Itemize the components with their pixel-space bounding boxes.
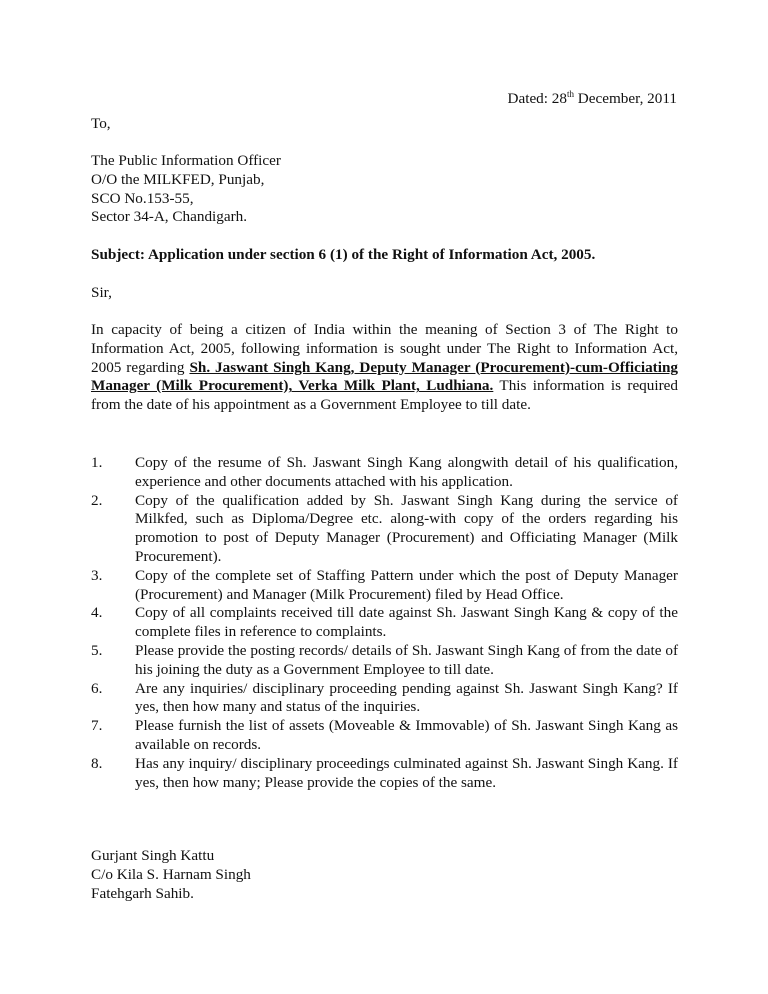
- list-item-number: 3.: [91, 566, 103, 584]
- list-item-number: 5.: [91, 641, 103, 659]
- list-item-number: 7.: [91, 717, 103, 735]
- list-item: [91, 454, 678, 492]
- body-outro: This information is required from the date of his appointment as a Government Employee to till date.: [91, 377, 678, 414]
- address-line: O/O the MILKFED, Punjab,: [91, 170, 265, 188]
- list-item-text: Has any inquiry/ disciplinary proceedings culminated against Sh. Jaswant Singh Kang. If yes, then how many; Please provide the copies of the same.: [135, 754, 678, 791]
- recipient-address: [91, 152, 678, 227]
- signature-line: Gurjant Singh Kattu: [91, 847, 215, 864]
- list-item: [91, 717, 678, 755]
- list-item: [91, 680, 678, 718]
- body-intro: In capacity of being a citizen of India within the meaning of Section 3 of The Right to Information Act, 2005, following information is sought under The Right to Information Act, 2005 regarding: [91, 321, 678, 376]
- body-paragraph: [91, 321, 678, 415]
- to-line: To,: [91, 115, 111, 132]
- list-item: [91, 492, 678, 567]
- list-item: [91, 642, 678, 680]
- date-suffix: December, 2011: [574, 90, 677, 107]
- date-superscript: th: [566, 88, 574, 99]
- list-item-text: Please furnish the list of assets (Moveable & Immovable) of Sh. Jaswant Singh Kang as available on records.: [135, 717, 678, 753]
- date-prefix: Dated: 28: [507, 90, 567, 107]
- list-item-text: Copy of the resume of Sh. Jaswant Singh Kang alongwith detail of his qualification, experience and other documents attached with his application.: [135, 454, 678, 490]
- salutation: Sir,: [91, 284, 112, 301]
- address-line: Sector 34-A, Chandigarh.: [91, 208, 248, 226]
- address-line: SCO No.153-55,: [91, 189, 194, 207]
- list-item: [91, 604, 678, 642]
- address-line: The Public Information Officer: [91, 152, 281, 169]
- list-item-text: Please provide the posting records/ details of Sh. Jaswant Singh Kang of from the date of his joining the duty as a Government Employee to till date.: [135, 641, 678, 678]
- request-list: [91, 454, 678, 792]
- list-item-number: 1.: [91, 454, 103, 471]
- signature-line: Fatehgarh Sahib.: [91, 884, 194, 902]
- list-item-number: 6.: [91, 679, 103, 697]
- list-item-number: 2.: [91, 491, 103, 509]
- list-item-number: 8.: [91, 754, 103, 772]
- list-item: [91, 567, 678, 605]
- list-item-text: Copy of the qualification added by Sh. Jaswant Singh Kang during the service of Milkfed, such as Diploma/Degree etc. along-with copy of the orders regarding his promotion to post of Deputy Manager (Procurement) and Officiating Manager (Milk Procurement).: [135, 491, 678, 565]
- subject-line: Subject: Application under section 6 (1) of the Right of Information Act, 2005.: [91, 246, 596, 263]
- signature-block: [91, 847, 678, 903]
- body-person-highlight: Sh. Jaswant Singh Kang, Deputy Manager (Procurement)-cum-Officiating Manager (Milk Procurement), Verka Milk Plant, Ludhiana.: [91, 358, 678, 395]
- list-item-text: Are any inquiries/ disciplinary proceeding pending against Sh. Jaswant Singh Kang? If yes, then how many and status of the inquiries.: [135, 679, 678, 716]
- list-item-number: 4.: [91, 604, 103, 622]
- letter-date: [508, 90, 677, 109]
- list-item: [91, 755, 678, 793]
- list-item-text: Copy of the complete set of Staffing Pattern under which the post of Deputy Manager (Procurement) and Manager (Milk Procurement) filed by Head Office.: [135, 566, 678, 603]
- signature-line: C/o Kila S. Harnam Singh: [91, 865, 251, 883]
- list-item-text: Copy of all complaints received till date against Sh. Jaswant Singh Kang & copy of the complete files in reference to complaints.: [135, 604, 678, 641]
